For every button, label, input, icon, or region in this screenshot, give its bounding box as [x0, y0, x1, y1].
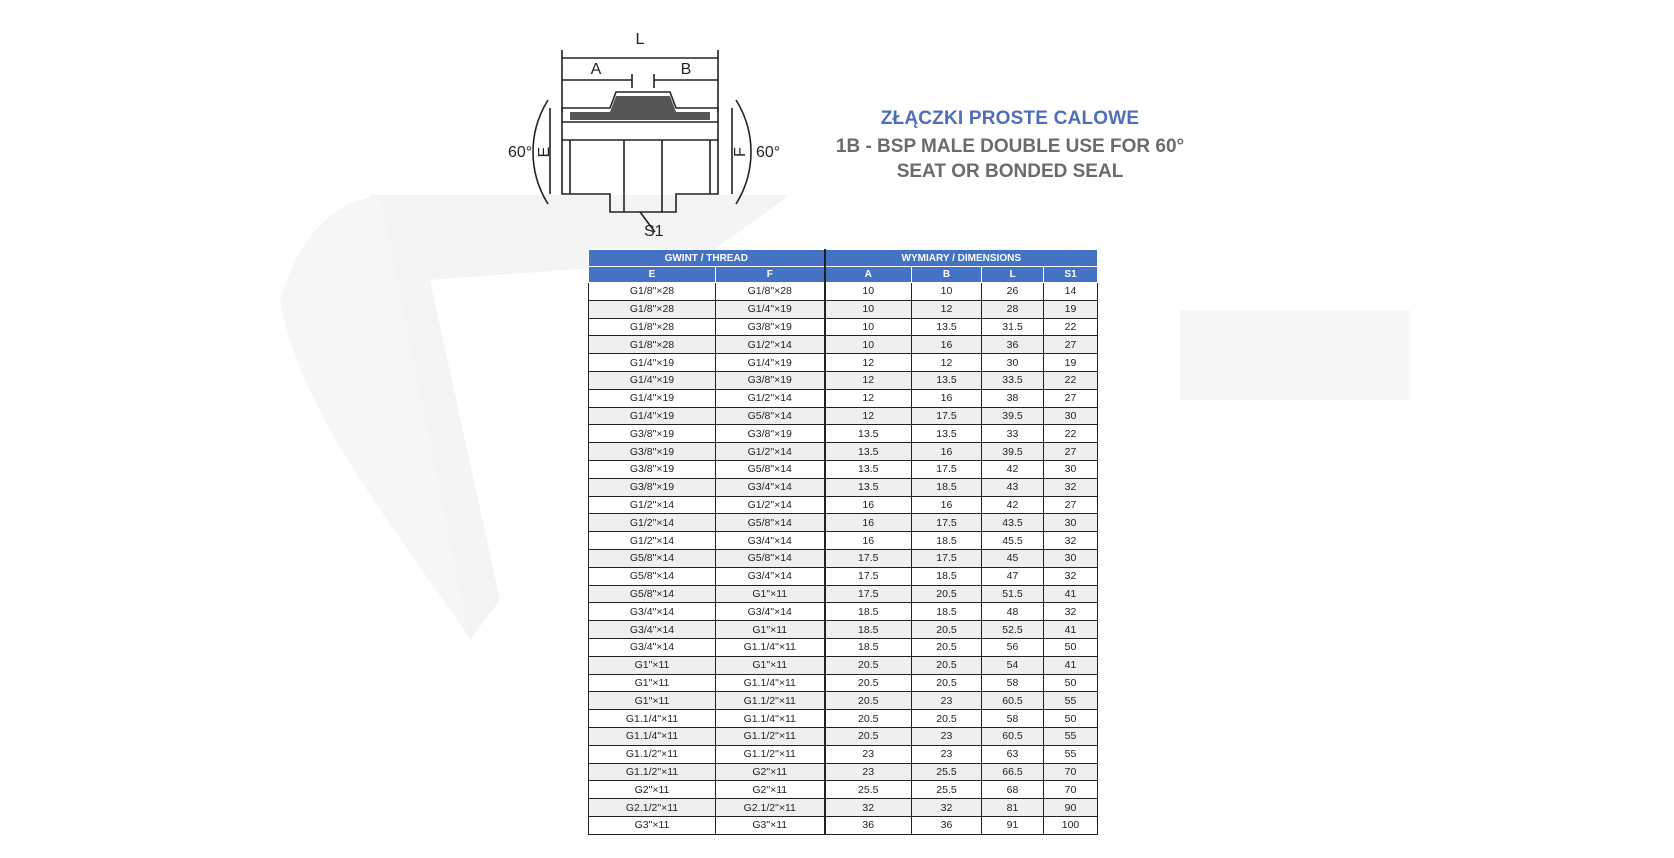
cell-thread-e: G1/4"×19 [589, 371, 716, 389]
cell-dim-b: 20.5 [912, 621, 982, 639]
cell-dim-s1: 70 [1044, 763, 1098, 781]
cell-dim-s1: 41 [1044, 656, 1098, 674]
cell-thread-e: G3/8"×19 [589, 478, 716, 496]
cell-dim-b: 17.5 [912, 514, 982, 532]
cell-dim-b: 25.5 [912, 763, 982, 781]
cell-thread-f: G3"×11 [716, 816, 825, 834]
cell-thread-e: G3/8"×19 [589, 443, 716, 461]
header-dimensions: WYMIARY / DIMENSIONS [825, 250, 1098, 267]
column-header-s1: S1 [1044, 267, 1098, 283]
table-row [589, 638, 1098, 656]
cell-dim-b: 20.5 [912, 674, 982, 692]
cell-dim-b: 16 [912, 443, 982, 461]
cell-dim-b: 13.5 [912, 371, 982, 389]
table-row [589, 354, 1098, 372]
label-angle-left: 60° [508, 144, 533, 161]
cell-thread-f: G1/2"×14 [716, 389, 825, 407]
cell-thread-f: G1/2"×14 [716, 496, 825, 514]
cell-dim-l: 26 [982, 283, 1044, 301]
cell-thread-e: G1/8"×28 [589, 318, 716, 336]
cell-dim-b: 36 [912, 816, 982, 834]
cell-dim-a: 20.5 [825, 656, 912, 674]
cell-dim-l: 54 [982, 656, 1044, 674]
cell-thread-e: G2"×11 [589, 781, 716, 799]
table-row [589, 781, 1098, 799]
cell-thread-f: G3/8"×19 [716, 318, 825, 336]
column-header-e: E [589, 267, 716, 283]
cell-thread-f: G3/4"×14 [716, 603, 825, 621]
cell-thread-f: G1/4"×19 [716, 300, 825, 318]
cell-dim-l: 68 [982, 781, 1044, 799]
cell-dim-s1: 50 [1044, 674, 1098, 692]
cell-dim-a: 13.5 [825, 478, 912, 496]
cell-thread-e: G5/8"×14 [589, 585, 716, 603]
table-row [589, 745, 1098, 763]
cell-dim-s1: 27 [1044, 336, 1098, 354]
cell-thread-e: G5/8"×14 [589, 549, 716, 567]
group-header-row [589, 250, 1098, 267]
cell-dim-a: 10 [825, 300, 912, 318]
cell-dim-l: 42 [982, 496, 1044, 514]
cell-dim-s1: 55 [1044, 727, 1098, 745]
cell-thread-e: G1"×11 [589, 674, 716, 692]
cell-thread-f: G2"×11 [716, 763, 825, 781]
cell-thread-f: G1"×11 [716, 621, 825, 639]
column-header-f: F [716, 267, 825, 283]
table-row [589, 283, 1098, 301]
cell-thread-f: G1.1/2"×11 [716, 727, 825, 745]
cell-thread-f: G5/8"×14 [716, 460, 825, 478]
cell-dim-l: 51.5 [982, 585, 1044, 603]
table-row [589, 514, 1098, 532]
cell-thread-f: G2.1/2"×11 [716, 799, 825, 817]
table-row [589, 318, 1098, 336]
cell-dim-a: 13.5 [825, 460, 912, 478]
cell-dim-l: 38 [982, 389, 1044, 407]
table-row [589, 496, 1098, 514]
cell-dim-a: 16 [825, 514, 912, 532]
cell-dim-s1: 27 [1044, 389, 1098, 407]
table-row [589, 549, 1098, 567]
cell-dim-b: 12 [912, 300, 982, 318]
cell-dim-a: 16 [825, 496, 912, 514]
table-row [589, 816, 1098, 834]
cell-dim-a: 20.5 [825, 674, 912, 692]
cell-dim-l: 56 [982, 638, 1044, 656]
table-row [589, 727, 1098, 745]
cell-dim-l: 43.5 [982, 514, 1044, 532]
cell-thread-e: G1/8"×28 [589, 336, 716, 354]
cell-dim-b: 23 [912, 745, 982, 763]
cell-dim-l: 60.5 [982, 692, 1044, 710]
table-row [589, 799, 1098, 817]
cell-dim-s1: 55 [1044, 745, 1098, 763]
table-row [589, 603, 1098, 621]
cell-dim-b: 20.5 [912, 638, 982, 656]
cell-dim-s1: 32 [1044, 603, 1098, 621]
table-row [589, 407, 1098, 425]
cell-dim-a: 17.5 [825, 567, 912, 585]
cell-dim-b: 16 [912, 389, 982, 407]
cell-dim-l: 63 [982, 745, 1044, 763]
table-row [589, 692, 1098, 710]
title-block [810, 108, 1210, 184]
cell-dim-b: 18.5 [912, 532, 982, 550]
cell-dim-a: 10 [825, 283, 912, 301]
cell-dim-b: 17.5 [912, 549, 982, 567]
cell-dim-a: 10 [825, 336, 912, 354]
title-english-line1: 1B - BSP MALE DOUBLE USE FOR 60° [835, 136, 1185, 157]
cell-dim-l: 48 [982, 603, 1044, 621]
cell-thread-f: G1.1/2"×11 [716, 745, 825, 763]
column-header-l: L [982, 267, 1044, 283]
cell-dim-s1: 30 [1044, 514, 1098, 532]
label-F: F [732, 147, 749, 157]
cell-dim-l: 28 [982, 300, 1044, 318]
cell-dim-a: 17.5 [825, 549, 912, 567]
table-row [589, 336, 1098, 354]
cell-dim-s1: 14 [1044, 283, 1098, 301]
cell-dim-b: 32 [912, 799, 982, 817]
cell-dim-a: 36 [825, 816, 912, 834]
column-header-row [589, 267, 1098, 283]
cell-dim-s1: 100 [1044, 816, 1098, 834]
header-thread: GWINT / THREAD [589, 250, 825, 267]
cell-dim-l: 33.5 [982, 371, 1044, 389]
cell-thread-e: G3/8"×19 [589, 425, 716, 443]
cell-thread-f: G1/2"×14 [716, 443, 825, 461]
cell-dim-a: 12 [825, 407, 912, 425]
cell-thread-f: G3/4"×14 [716, 478, 825, 496]
cell-dim-s1: 50 [1044, 710, 1098, 728]
cell-dim-b: 18.5 [912, 567, 982, 585]
table-row [589, 425, 1098, 443]
cell-dim-l: 91 [982, 816, 1044, 834]
cell-thread-f: G1/8"×28 [716, 283, 825, 301]
cell-dim-s1: 90 [1044, 799, 1098, 817]
cell-dim-b: 10 [912, 283, 982, 301]
cell-dim-s1: 22 [1044, 371, 1098, 389]
cell-thread-f: G1/4"×19 [716, 354, 825, 372]
table-row [589, 389, 1098, 407]
table-row [589, 460, 1098, 478]
cell-dim-l: 39.5 [982, 443, 1044, 461]
cell-dim-b: 13.5 [912, 425, 982, 443]
cell-thread-e: G1.1/2"×11 [589, 763, 716, 781]
cell-thread-f: G2"×11 [716, 781, 825, 799]
cell-dim-s1: 27 [1044, 496, 1098, 514]
cell-dim-l: 33 [982, 425, 1044, 443]
cell-dim-s1: 22 [1044, 425, 1098, 443]
cell-dim-s1: 19 [1044, 300, 1098, 318]
cell-dim-b: 18.5 [912, 603, 982, 621]
cell-thread-e: G1.1/4"×11 [589, 727, 716, 745]
cell-dim-a: 23 [825, 745, 912, 763]
cell-dim-s1: 41 [1044, 621, 1098, 639]
table-row [589, 621, 1098, 639]
title-polish: ZŁĄCZKI PROSTE CALOWE [880, 108, 1140, 129]
table-row [589, 656, 1098, 674]
label-angle-right: 60° [756, 144, 781, 161]
table-row [589, 443, 1098, 461]
cell-dim-s1: 27 [1044, 443, 1098, 461]
cell-dim-a: 18.5 [825, 621, 912, 639]
cell-thread-e: G1/4"×19 [589, 389, 716, 407]
cell-thread-e: G1"×11 [589, 692, 716, 710]
table-row [589, 763, 1098, 781]
cell-thread-f: G1"×11 [716, 585, 825, 603]
cell-dim-l: 39.5 [982, 407, 1044, 425]
cell-dim-s1: 22 [1044, 318, 1098, 336]
cell-dim-l: 36 [982, 336, 1044, 354]
cell-dim-l: 31.5 [982, 318, 1044, 336]
cell-dim-b: 17.5 [912, 460, 982, 478]
fitting-drawing [500, 22, 820, 242]
cell-dim-b: 13.5 [912, 318, 982, 336]
cell-dim-a: 17.5 [825, 585, 912, 603]
cell-dim-s1: 32 [1044, 567, 1098, 585]
cell-dim-a: 13.5 [825, 443, 912, 461]
cell-dim-a: 32 [825, 799, 912, 817]
cell-dim-a: 18.5 [825, 603, 912, 621]
cell-dim-s1: 41 [1044, 585, 1098, 603]
cell-thread-f: G1"×11 [716, 656, 825, 674]
cell-thread-e: G1/2"×14 [589, 496, 716, 514]
cell-dim-a: 12 [825, 371, 912, 389]
cell-thread-e: G2.1/2"×11 [589, 799, 716, 817]
table-body [589, 283, 1098, 835]
label-S1: S1 [644, 223, 664, 240]
table-row [589, 478, 1098, 496]
cell-dim-a: 20.5 [825, 710, 912, 728]
cell-dim-l: 52.5 [982, 621, 1044, 639]
cell-dim-l: 47 [982, 567, 1044, 585]
column-header-b: B [912, 267, 982, 283]
label-E: E [536, 146, 553, 158]
table-row [589, 371, 1098, 389]
cell-dim-a: 20.5 [825, 727, 912, 745]
cell-thread-f: G1.1/4"×11 [716, 674, 825, 692]
cell-thread-e: G3/8"×19 [589, 460, 716, 478]
cell-dim-l: 43 [982, 478, 1044, 496]
cell-thread-e: G1/4"×19 [589, 354, 716, 372]
title-english-line2: SEAT OR BONDED SEAL [896, 161, 1124, 182]
cell-thread-f: G1.1/2"×11 [716, 692, 825, 710]
cell-dim-a: 13.5 [825, 425, 912, 443]
cell-dim-l: 81 [982, 799, 1044, 817]
cell-dim-s1: 70 [1044, 781, 1098, 799]
cell-thread-e: G1/4"×19 [589, 407, 716, 425]
cell-thread-f: G5/8"×14 [716, 549, 825, 567]
cell-dim-l: 42 [982, 460, 1044, 478]
label-B: B [680, 61, 692, 78]
cell-thread-f: G1.1/4"×11 [716, 710, 825, 728]
cell-thread-e: G1.1/4"×11 [589, 710, 716, 728]
cell-dim-l: 58 [982, 674, 1044, 692]
cell-dim-l: 58 [982, 710, 1044, 728]
cell-dim-l: 60.5 [982, 727, 1044, 745]
cell-dim-a: 25.5 [825, 781, 912, 799]
cell-thread-f: G5/8"×14 [716, 514, 825, 532]
cell-dim-b: 20.5 [912, 656, 982, 674]
cell-dim-b: 20.5 [912, 710, 982, 728]
cell-thread-f: G3/4"×14 [716, 532, 825, 550]
cell-thread-e: G5/8"×14 [589, 567, 716, 585]
cell-dim-a: 18.5 [825, 638, 912, 656]
title-english [810, 134, 1210, 184]
cell-dim-b: 23 [912, 692, 982, 710]
label-L: L [635, 31, 645, 48]
cell-thread-e: G3/4"×14 [589, 638, 716, 656]
cell-thread-e: G1.1/2"×11 [589, 745, 716, 763]
cell-thread-f: G3/8"×19 [716, 371, 825, 389]
cell-dim-l: 45 [982, 549, 1044, 567]
cell-dim-b: 17.5 [912, 407, 982, 425]
cell-thread-e: G3"×11 [589, 816, 716, 834]
table-row [589, 674, 1098, 692]
column-header-a: A [825, 267, 912, 283]
cell-dim-a: 12 [825, 389, 912, 407]
cell-thread-f: G5/8"×14 [716, 407, 825, 425]
table-row [589, 585, 1098, 603]
cell-dim-b: 23 [912, 727, 982, 745]
cell-dim-s1: 32 [1044, 478, 1098, 496]
cell-thread-e: G1"×11 [589, 656, 716, 674]
cell-thread-e: G1/8"×28 [589, 283, 716, 301]
table-row [589, 567, 1098, 585]
cell-dim-s1: 30 [1044, 549, 1098, 567]
cell-thread-e: G3/4"×14 [589, 621, 716, 639]
dimensions-table [588, 249, 1098, 835]
cell-dim-l: 30 [982, 354, 1044, 372]
cell-dim-a: 12 [825, 354, 912, 372]
cell-dim-a: 16 [825, 532, 912, 550]
cell-dim-s1: 55 [1044, 692, 1098, 710]
cell-dim-b: 16 [912, 496, 982, 514]
cell-dim-b: 18.5 [912, 478, 982, 496]
table-row [589, 300, 1098, 318]
label-A: A [590, 61, 602, 78]
cell-dim-a: 20.5 [825, 692, 912, 710]
cell-thread-e: G1/8"×28 [589, 300, 716, 318]
cell-thread-e: G1/2"×14 [589, 532, 716, 550]
cell-dim-a: 10 [825, 318, 912, 336]
cell-dim-s1: 19 [1044, 354, 1098, 372]
cell-dim-s1: 30 [1044, 407, 1098, 425]
cell-thread-f: G3/8"×19 [716, 425, 825, 443]
cell-dim-b: 16 [912, 336, 982, 354]
cell-dim-s1: 32 [1044, 532, 1098, 550]
table-row [589, 532, 1098, 550]
cell-dim-b: 20.5 [912, 585, 982, 603]
cell-dim-l: 66.5 [982, 763, 1044, 781]
cell-dim-s1: 30 [1044, 460, 1098, 478]
cell-thread-f: G3/4"×14 [716, 567, 825, 585]
table-row [589, 710, 1098, 728]
cell-dim-l: 45.5 [982, 532, 1044, 550]
cell-thread-e: G1/2"×14 [589, 514, 716, 532]
cell-dim-b: 25.5 [912, 781, 982, 799]
cell-dim-b: 12 [912, 354, 982, 372]
cell-thread-f: G1/2"×14 [716, 336, 825, 354]
cell-dim-a: 23 [825, 763, 912, 781]
cell-dim-s1: 50 [1044, 638, 1098, 656]
cell-thread-f: G1.1/4"×11 [716, 638, 825, 656]
cell-thread-e: G3/4"×14 [589, 603, 716, 621]
